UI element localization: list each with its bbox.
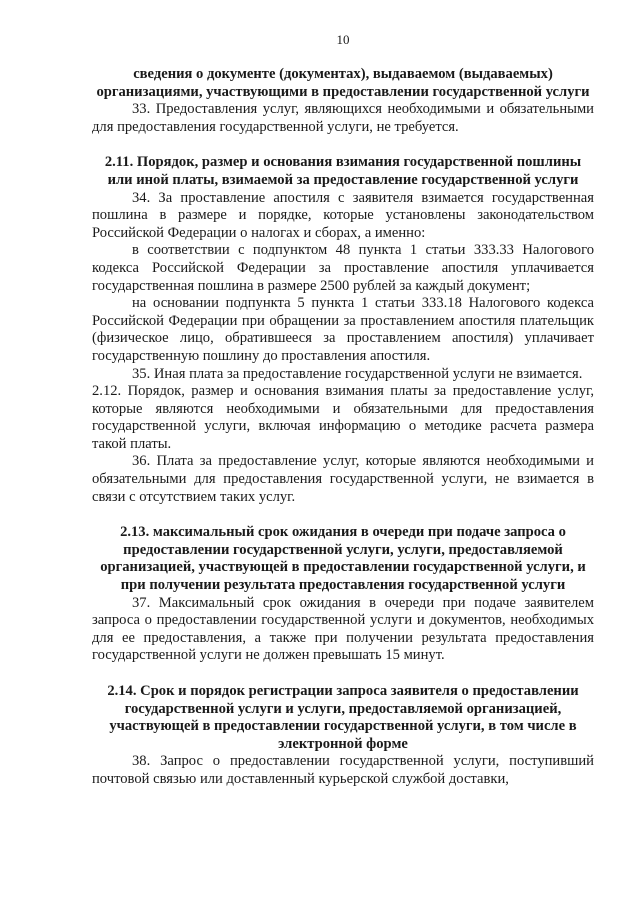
paragraph-37: 37. Максимальный срок ожидания в очереди при подаче заявителем запроса о предоставлении государственной услуги и документов, необходимых для ее предоставления, а также при получении результата предоставления государственной услуги не должен превышать 15 минут. (92, 594, 594, 664)
paragraph-34-subitem-1: в соответствии с подпунктом 48 пункта 1 статьи 333.33 Налогового кодекса Российской Федерации за проставление апостиля уплачивается государственная пошлина в размере 2500 рублей за каждый документ; (92, 242, 594, 294)
section-heading-2-14: 2.14. Срок и порядок регистрации запроса заявителя о предоставлении государственной услуги и услуги, предоставляемой организацией, участвующей в предоставлении государственной услуги, в том числе в электронной форме (107, 683, 579, 752)
paragraph-33: 33. Предоставления услуг, являющихся необходимыми и обязательными для предоставления государственной услуги, не требуется. (92, 101, 594, 135)
paragraph-38: 38. Запрос о предоставлении государственной услуги, поступивший почтовой связью или доставленный курьерской службой доставки, (92, 753, 594, 787)
paragraph-36: 36. Плата за предоставление услуг, которые являются необходимыми и обязательными для предоставления государственной услуги, не взимается в связи с отсутствием таких услуг. (92, 453, 594, 505)
section-heading-2-11: 2.11. Порядок, размер и основания взимания государственной пошлины или иной платы, взимаемой за предоставление государственной услуги (104, 154, 582, 188)
page-number: 10 (336, 32, 350, 47)
section-heading-2-13: 2.13. максимальный срок ожидания в очереди при подаче запроса о предоставлении государственной услуги, услуги, предоставляемой организацией, участвующей в предоставлении государственной услуги, и при получении результата предоставления государственной услуги (100, 524, 586, 594)
paragraph-35: 35. Иная плата за предоставление государственной услуги не взимается. (132, 365, 583, 382)
paragraph-34: 34. За проставление апостиля с заявителя взимается государственная пошлина в размере и порядке, которые установлены законодательством Российской Федерации о налогах и сборах, а именно: (92, 189, 594, 241)
paragraph-2-12: 2.12. Порядок, размер и основания взимания платы за предоставление услуг, которые являются необходимыми и обязательными для предоставления государственной услуги, включая информацию о методике расчета размера такой платы. (92, 383, 594, 452)
section-heading-documents-info: сведения о документе (документах), выдаваемом (выдаваемых) организациями, участвующими в предоставлении государственной услуги (96, 66, 590, 100)
paragraph-34-subitem-2: на основании подпункта 5 пункта 1 статьи 333.18 Налогового кодекса Российской Федерации при обращении за проставлением апостиля плательщик (физическое лицо, обратившееся за проставлением апостиля) уплачивает государственную пошлину до проставления апостиля. (92, 295, 594, 364)
